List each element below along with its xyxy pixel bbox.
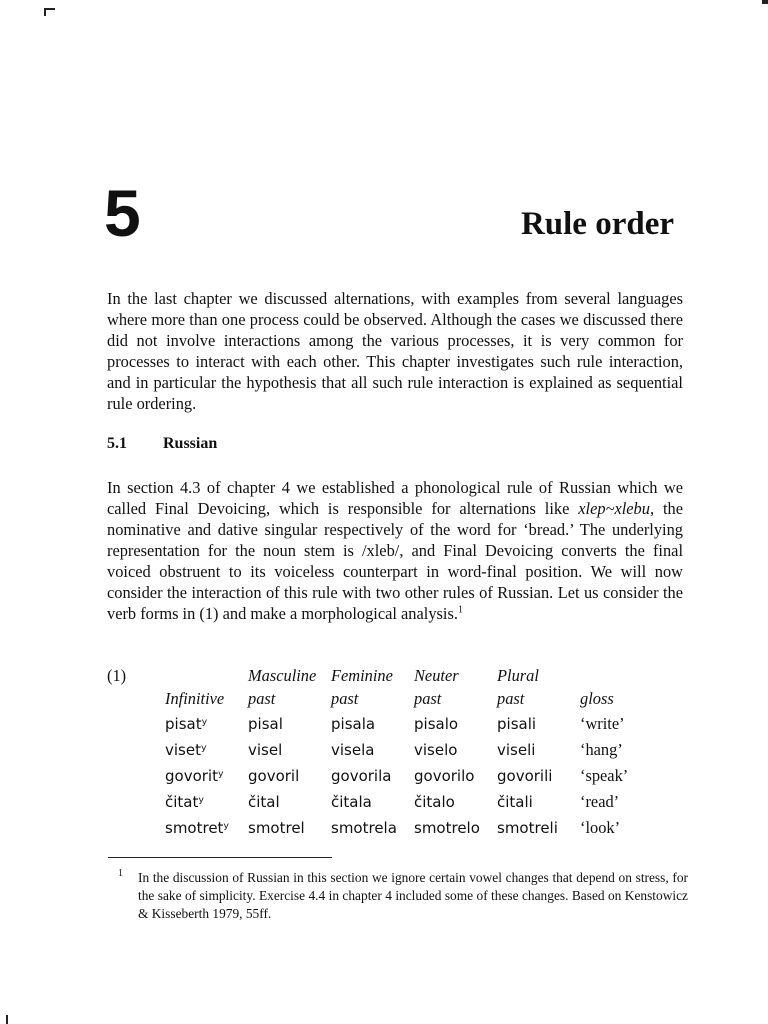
table-header: past xyxy=(248,689,276,708)
verb-form-cell: smotrel xyxy=(248,819,305,837)
section-title: Russian xyxy=(163,435,218,452)
table-header: past xyxy=(414,689,442,708)
section-paragraph-part2: the nominative and dative singular respectively of the word for ‘bread.’ The underlying representation for the noun stem is /xleb/, and Final Devoicing converts the final voiced obstruent to its voiceless counterpart in word-final position. We will now consider the interaction of this rule with two other rules of Russian. Let us consider the verb forms in (1) and make a morphological analysis. xyxy=(107,499,683,623)
verb-form-cell: govorili xyxy=(497,767,553,785)
verb-form-cell: smotreli xyxy=(497,819,558,837)
verb-form-cell: smotrela xyxy=(331,819,397,837)
table-header-top: Feminine xyxy=(331,666,393,685)
gloss-cell: ‘write’ xyxy=(580,714,625,733)
verb-form-cell: smotrelo xyxy=(414,819,480,837)
example-number: (1) xyxy=(107,666,127,685)
section-number: 5.1 xyxy=(107,435,127,452)
verb-form-cell: visela xyxy=(331,741,375,759)
verb-form-cell: čitalo xyxy=(414,793,455,811)
footnote-text: In the discussion of Russian in this section we ignore certain vowel changes that depend on stress, for the sake of simplicity. Exercise 4.4 in chapter 4 included some of these changes. Based on Kenstowicz & Kisseberth 1979, 55ff. xyxy=(138,870,688,921)
footnote-divider xyxy=(108,857,332,858)
verb-form-cell: pisala xyxy=(331,715,376,733)
verb-form-cell: visel xyxy=(248,741,283,759)
verb-form-cell: govoril xyxy=(248,767,300,785)
verb-form-cell: čital xyxy=(248,793,280,811)
scan-edge-mark-bottom-left xyxy=(6,1015,8,1024)
intro-paragraph: In the last chapter we discussed alternations, with examples from several languages where more than one process could be observed. Although the cases we discussed there did not involve interactions among the various processes, it is very common for processes to interact with each other. This chapter investigates such rule interaction, and in particular the hypothesis that all such rule interaction is explained as sequential rule ordering. xyxy=(107,289,683,413)
verb-form-cell: pisal xyxy=(248,715,283,733)
verb-form-cell: čitala xyxy=(331,793,372,811)
gloss-cell: ‘hang’ xyxy=(580,740,623,759)
verb-form-cell: viseli xyxy=(497,741,536,759)
gloss-cell: ‘read’ xyxy=(580,792,620,811)
verb-form-cell: pisalo xyxy=(414,715,459,733)
table-header: Infinitive xyxy=(165,689,225,708)
verb-form-cell: čitali xyxy=(497,793,533,811)
section-paragraph-example-word: xlep~xlebu, xyxy=(578,499,655,518)
table-header-top: Plural xyxy=(497,666,539,685)
gloss-cell: ‘look’ xyxy=(580,818,621,837)
verb-form-cell: pisatʸ xyxy=(165,715,208,733)
gloss-cell: ‘speak’ xyxy=(580,766,629,785)
verb-form-cell: visetʸ xyxy=(165,741,207,759)
footnote-mark: 1 xyxy=(118,868,123,879)
verb-form-cell: pisali xyxy=(497,715,537,733)
table-header-top: Neuter xyxy=(414,666,459,685)
footnote-reference: 1 xyxy=(457,604,463,616)
table-header: past xyxy=(331,689,359,708)
crop-mark-top-left xyxy=(44,8,55,16)
section-paragraph xyxy=(107,477,683,624)
verb-form-cell: govoritʸ xyxy=(165,767,224,785)
section-heading xyxy=(107,434,217,454)
scan-edge-mark-top-right xyxy=(762,0,768,4)
footnote xyxy=(118,868,688,923)
table-header: past xyxy=(497,689,525,708)
verb-form-cell: govorila xyxy=(331,767,392,785)
table-header: gloss xyxy=(580,689,614,708)
verb-form-cell: čitatʸ xyxy=(165,793,204,811)
verb-form-cell: smotretʸ xyxy=(165,819,230,837)
verb-form-cell: govorilo xyxy=(414,767,475,785)
verb-form-cell: viselo xyxy=(414,741,458,759)
chapter-number: 5 xyxy=(104,176,141,250)
table-header-top: Masculine xyxy=(248,666,317,685)
chapter-title: Rule order xyxy=(520,206,674,242)
section-paragraph-part1: In section 4.3 of chapter 4 we established a phonological rule of Russian which we called Final Devoicing, which is responsible for alternations like xyxy=(107,478,683,518)
